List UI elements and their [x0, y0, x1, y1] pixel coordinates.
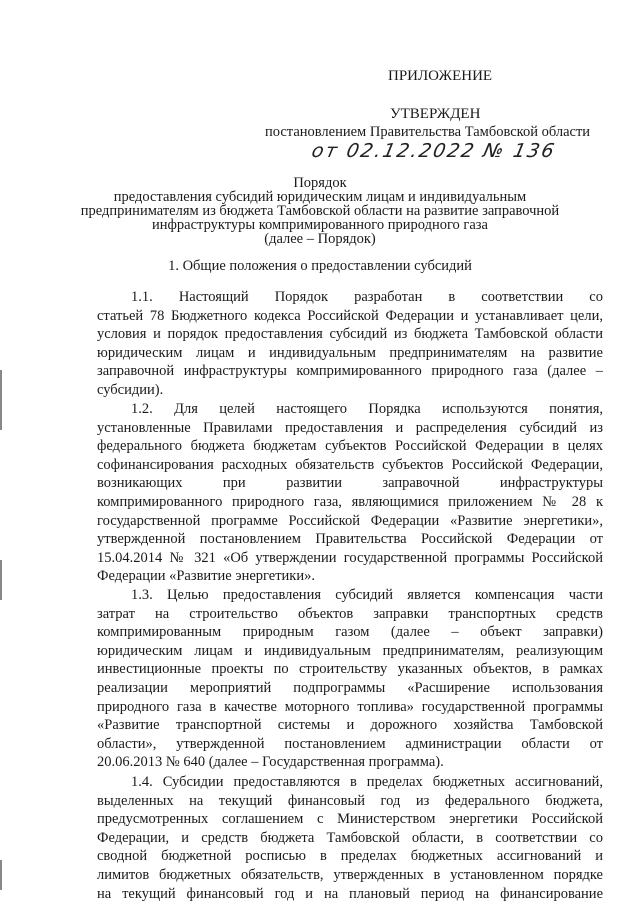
paragraph-line: компримированным природным газом (далее – объект заправки) — [97, 624, 603, 641]
paragraph-line: инвестиционные проекты по строительству указанных объектов, в рамках — [97, 661, 603, 678]
paragraph-line: на текущий финансовый год и на плановый период на финансирование — [97, 885, 603, 902]
decree-line: постановлением Правительства Тамбовской области — [265, 124, 591, 140]
paragraph-line: юридическим лицам и индивидуальным предпринимателям, реализующим — [97, 642, 603, 659]
paragraph-line: статьей 78 Бюджетного кодекса Российской Федерации и устанавливает цели, — [97, 307, 603, 324]
paragraph-line: утвержденной постановлением Правительства Российской Федерации от — [97, 531, 603, 548]
paragraph-line: 1.3. Целью предоставления субсидий является компенсация части — [131, 587, 603, 603]
paragraph-line: «Развитие транспортной системы и дорожного хозяйства Тамбовской — [97, 717, 603, 734]
title-line: инфраструктуры компримированного природного газа — [152, 217, 488, 233]
paragraph-line: 20.06.2013 № 640 (далее – Государственная программа). — [97, 754, 444, 771]
paragraph-line: условия и порядок предоставления субсидий из бюджета Тамбовской области — [97, 326, 603, 343]
paragraph-line: сводной бюджетной росписью в пределах бюджетных ассигнований и — [97, 848, 603, 865]
paragraph-line: Федерации, и средств бюджета Тамбовской области, в соответствии со — [97, 829, 603, 846]
scan-edge-mark — [0, 560, 2, 600]
paragraph-line: реализации мероприятий подпрограммы «Расширение использования — [97, 679, 603, 696]
paragraph-line: заправочной инфраструктуры компримированного природного газа (далее – — [97, 363, 603, 380]
paragraph-line: затрат на строительство объектов заправки транспортных средств — [97, 605, 603, 622]
approved-label: УТВЕРЖДЕН — [390, 106, 481, 122]
paragraph-line: 1.2. Для целей настоящего Порядка используются понятия, — [131, 401, 603, 417]
title-line: (далее – Порядок) — [264, 231, 376, 247]
paragraph-line: установленные Правилами предоставления и распределения субсидий из — [97, 419, 603, 436]
paragraph-line: 15.04.2014 № 321 «Об утверждении государственной программы Российской — [97, 549, 603, 566]
paragraph-line: софинансирования расходных обязательств субъектов Российской Федерации, — [97, 456, 603, 473]
title-word: Порядок — [293, 175, 347, 191]
title-line: предпринимателям из бюджета Тамбовской области на развитие заправочной — [80, 203, 560, 219]
paragraph-line: предусмотренных соглашением с Министерством энергетики Российской — [97, 811, 603, 828]
scan-edge-mark — [0, 860, 2, 890]
section-heading: 1. Общие положения о предоставлении субсидий — [168, 258, 472, 274]
paragraph-line: 1.4. Субсидии предоставляются в пределах бюджетных ассигнований, — [131, 774, 603, 790]
paragraph-1-4 — [97, 773, 603, 903]
paragraph-line: природного газа в качестве моторного топлива» государственной программы — [97, 698, 603, 715]
paragraph-line: субсидии). — [97, 381, 164, 398]
paragraph-1-3 — [97, 586, 603, 772]
paragraph-1-1 — [97, 288, 603, 400]
paragraph-line: компримированного природного газа, являющимися приложением № 28 к — [97, 493, 603, 510]
paragraph-line: области», утвержденной постановлением администрации области от — [97, 735, 603, 752]
paragraph-1-2 — [97, 400, 603, 586]
paragraph-line: 1.1. Настоящий Порядок разработан в соответствии со — [131, 289, 603, 305]
handwritten-date-number: от 02.12.2022 № 136 — [309, 140, 558, 162]
paragraph-line: возникающих при развитии заправочной инфраструктуры — [97, 475, 603, 492]
scan-edge-mark — [0, 370, 2, 430]
paragraph-line: государственной программе Российской Федерации «Развитие энергетики», — [97, 512, 603, 529]
appendix-label: ПРИЛОЖЕНИЕ — [388, 68, 493, 84]
paragraph-line: федерального бюджета бюджетам субъектов Российской Федерации в целях — [97, 438, 603, 455]
paragraph-line: юридическим лицам и индивидуальным предпринимателям на развитие — [97, 344, 603, 361]
paragraph-line: выделенных на текущий финансовый год из федерального бюджета, — [97, 792, 603, 809]
title-line: предоставления субсидий юридическим лицам и индивидуальным — [113, 189, 527, 205]
paragraph-line: Федерации «Развитие энергетики». — [97, 568, 315, 585]
paragraph-line: лимитов бюджетных обязательств, утвержденных в установленном порядке — [97, 866, 603, 883]
